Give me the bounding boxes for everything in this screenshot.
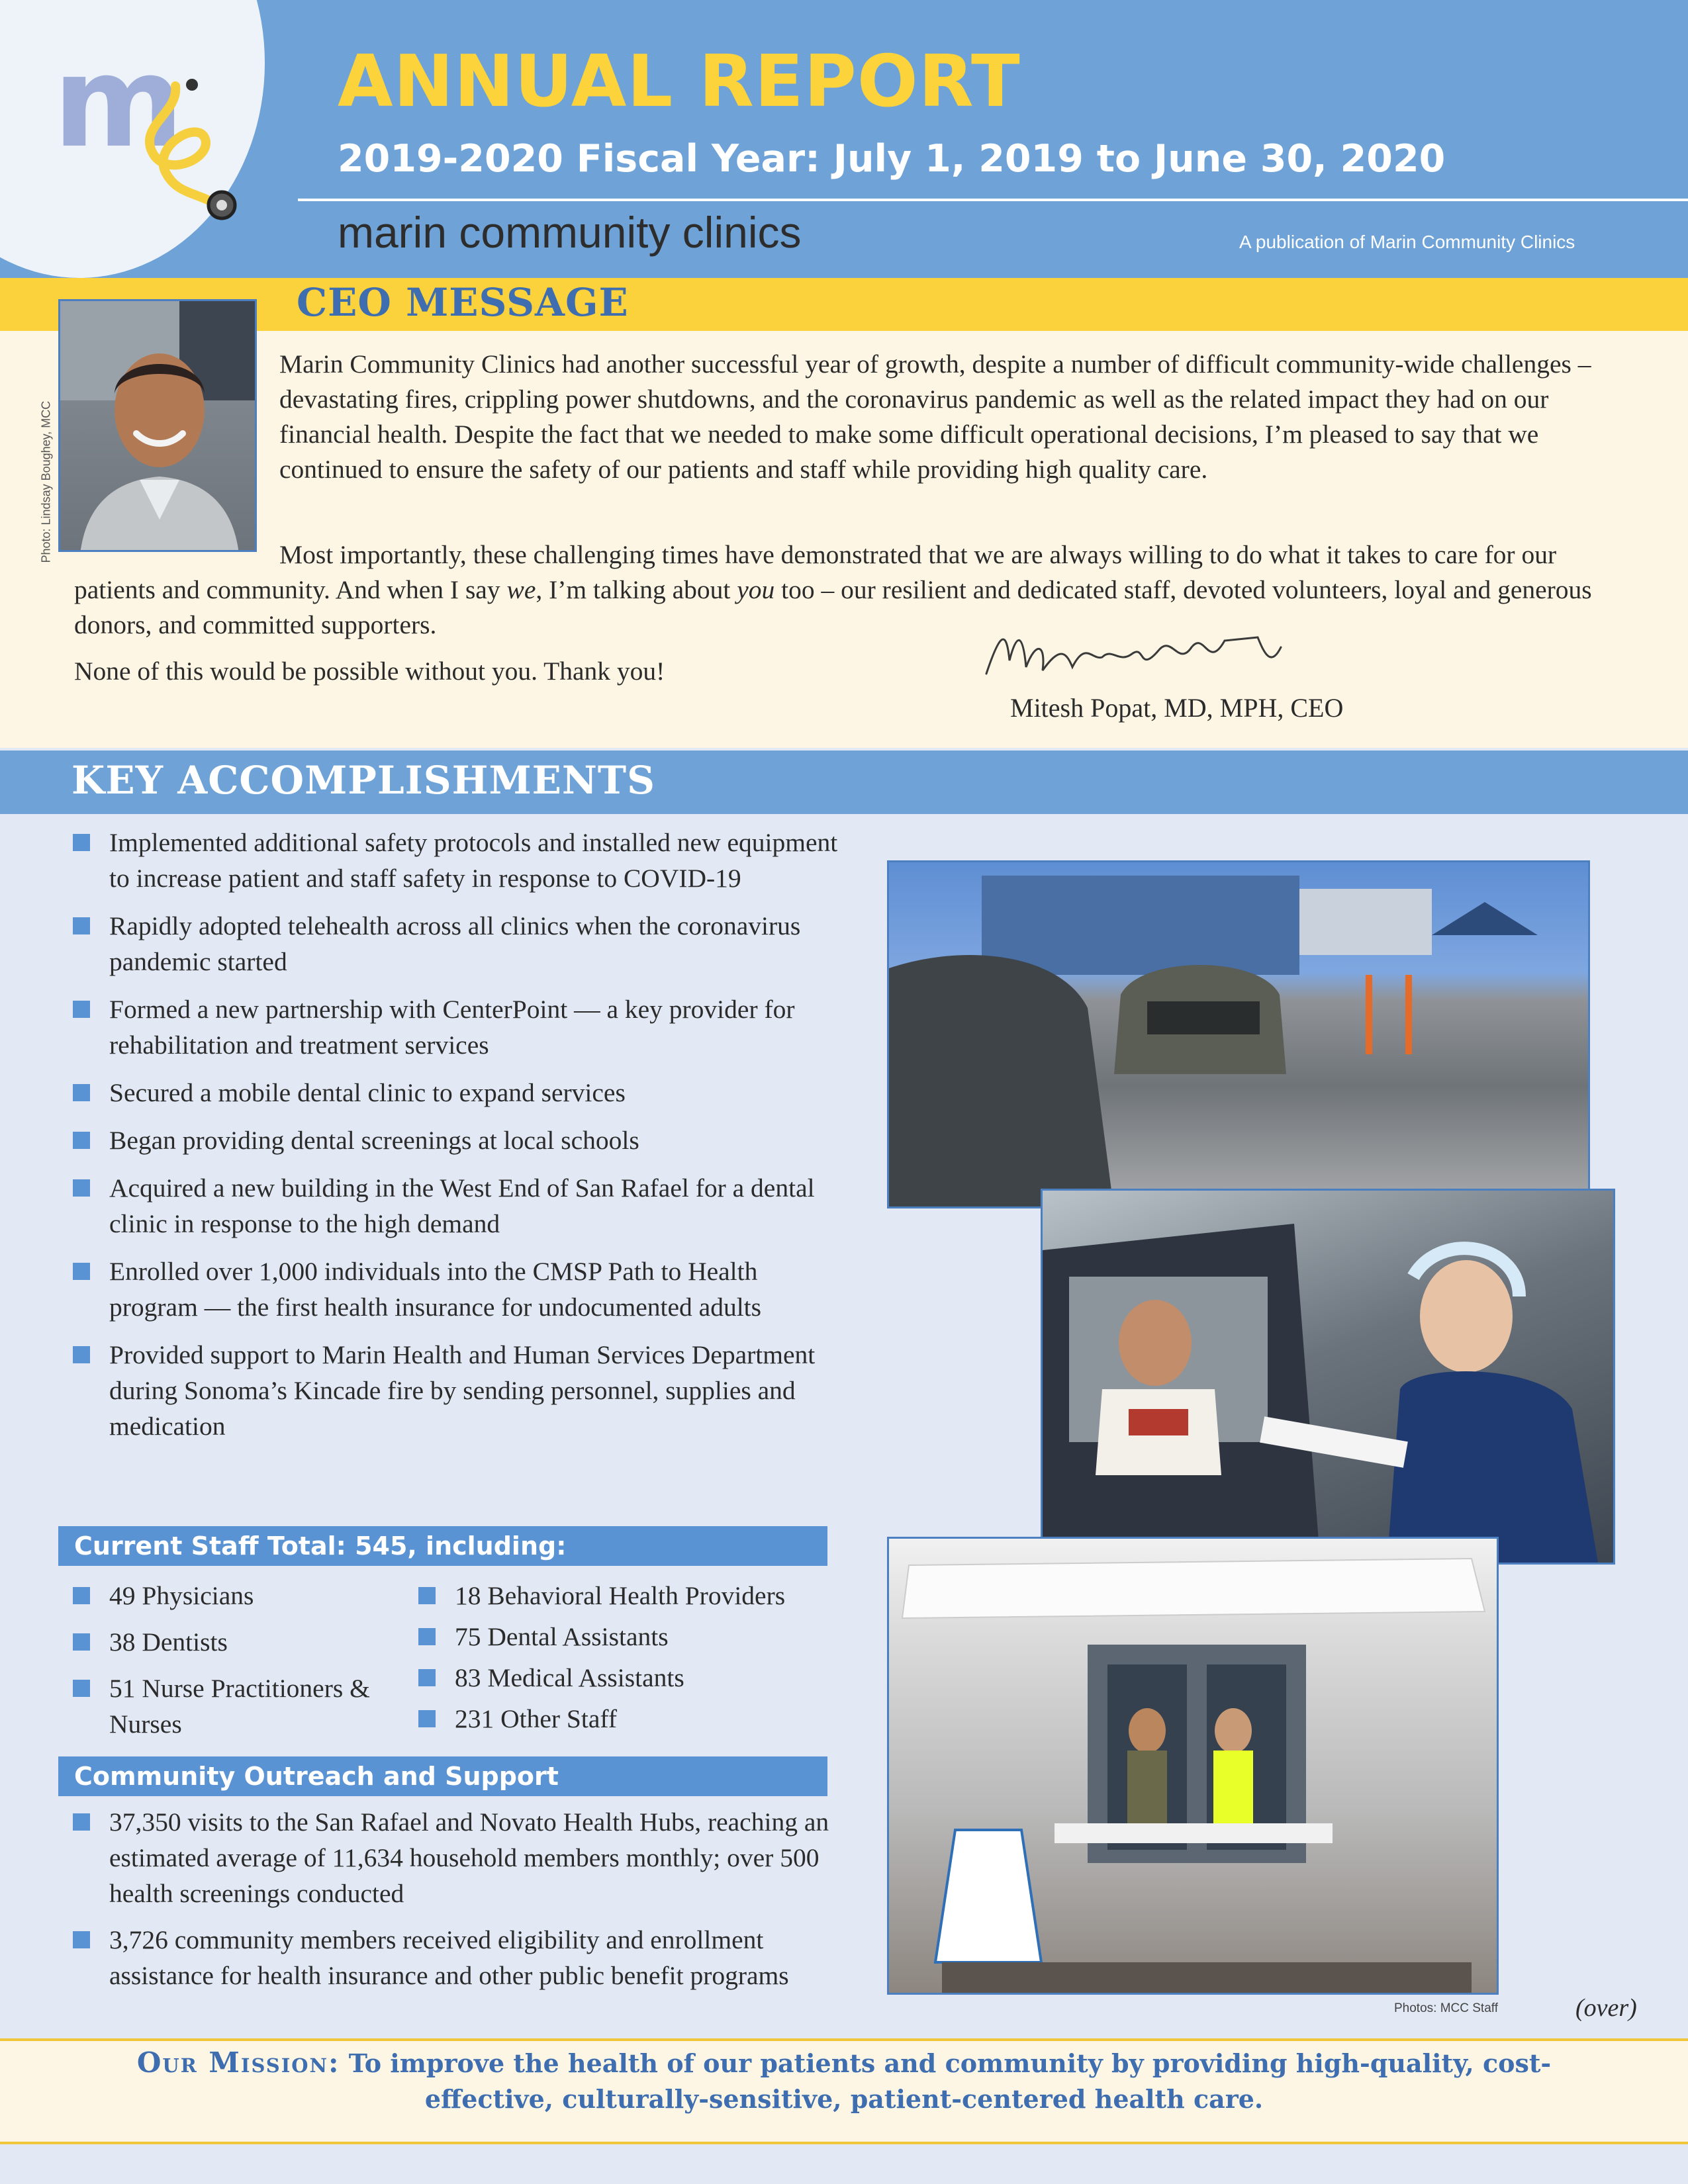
ceo-heading: CEO MESSAGE — [297, 280, 629, 325]
drive-through-site-photo — [887, 860, 1590, 1208]
list-item-text: 37,350 visits to the San Rafael and Novato Health Hubs, reaching an estimated average of 11,634 household members monthly; over 500 health screenings conducted — [109, 1807, 829, 1908]
list-item — [418, 1701, 842, 1737]
cars-in-line-icon — [889, 862, 1590, 1208]
list-item — [73, 1122, 841, 1158]
list-item-text: 83 Medical Assistants — [455, 1663, 684, 1692]
mission-text: To improve the health of our patients and community by providing high-quality, cost-effective, culturally-sensitive, patient-centered health care. — [348, 2048, 1552, 2114]
list-item — [73, 1578, 417, 1614]
list-item — [73, 1075, 841, 1111]
list-item-text: Secured a mobile dental clinic to expand services — [109, 1078, 626, 1107]
ceo-photo — [58, 299, 257, 552]
bullet-square-icon — [73, 1132, 90, 1149]
ceo-paragraph-3: None of this would be possible without you. Thank you! — [74, 657, 665, 686]
bullet-square-icon — [418, 1669, 436, 1686]
bullet-square-icon — [73, 1179, 90, 1197]
list-item — [73, 908, 841, 979]
bullet-square-icon — [73, 1263, 90, 1280]
list-item-text: 231 Other Staff — [455, 1704, 618, 1733]
list-item-text: 75 Dental Assistants — [455, 1622, 669, 1651]
accomplishments-heading: KEY ACCOMPLISHMENTS — [71, 758, 655, 803]
nurse-with-clipboard-icon — [1043, 1191, 1615, 1565]
health-hub-tent-photo — [887, 1537, 1499, 1995]
bullet-square-icon — [418, 1710, 436, 1727]
bullet-square-icon — [73, 1001, 90, 1018]
staff-list-left — [73, 1578, 417, 1752]
header-divider — [298, 199, 1688, 201]
logo-letter: m — [53, 29, 177, 175]
photos-credit: Photos: MCC Staff — [1394, 2001, 1498, 2015]
ceo-signature-icon — [980, 621, 1291, 694]
mission-statement — [116, 2045, 1572, 2117]
bullet-square-icon — [73, 1587, 90, 1604]
list-item — [418, 1660, 842, 1696]
list-item — [418, 1578, 842, 1614]
bullet-square-icon — [73, 1813, 90, 1831]
stethoscope-icon — [113, 73, 271, 225]
ceo-paragraph-2 — [74, 537, 1623, 643]
ceo-signer-name: Mitesh Popat, MD, MPH, CEO — [1010, 693, 1344, 723]
list-item — [418, 1619, 842, 1655]
accomplishments-list — [73, 825, 841, 1456]
emphasis-we: we — [506, 575, 536, 604]
list-item-text: 49 Physicians — [109, 1581, 254, 1610]
outreach-list — [73, 1804, 841, 2004]
list-item — [73, 1624, 417, 1660]
nurse-testing-driver-photo — [1041, 1189, 1615, 1565]
bullet-square-icon — [73, 1084, 90, 1101]
outreach-heading-bar — [58, 1756, 827, 1796]
list-item-text: Enrolled over 1,000 individuals into the CMSP Path to Health program — the first health insurance for undocumented adults — [109, 1257, 762, 1322]
staff-list-right — [418, 1578, 842, 1742]
tent-table-icon — [889, 1539, 1499, 1995]
list-item — [73, 1804, 841, 1911]
bullet-square-icon — [73, 1680, 90, 1697]
mission-label: Our Mission: — [136, 2046, 340, 2079]
list-item-text: 3,726 community members received eligibility and enrollment assistance for health insurance and other public benefit programs — [109, 1925, 789, 1990]
list-item-text: Provided support to Marin Health and Human Services Department during Sonoma’s Kincade fire by sending personnel, supplies and medication — [109, 1340, 816, 1441]
fiscal-year-subtitle: 2019-2020 Fiscal Year: July 1, 2019 to June 30, 2020 — [338, 137, 1446, 181]
bullet-square-icon — [73, 917, 90, 934]
ceo-paragraph-1: Marin Community Clinics had another successful year of growth, despite a number of difficult community-wide challenges – devastating fires, crippling power shutdowns, and the coronavirus pandemic as well as the related impact they had on our financial health. Despite the fact that we needed to make some difficult operational decisions, I’m pleased to say that we continued to ensure the safety of our patients and staff while providing high quality care. — [279, 349, 1591, 484]
over-indicator: (over) — [1575, 1994, 1637, 2022]
list-item — [73, 1170, 841, 1242]
list-item — [73, 1253, 841, 1325]
organization-name: marin community clinics — [338, 208, 802, 257]
bullet-square-icon — [73, 834, 90, 851]
list-item-text: 18 Behavioral Health Providers — [455, 1581, 786, 1610]
list-item-text: 38 Dentists — [109, 1627, 228, 1657]
list-item — [73, 825, 841, 896]
staff-heading: Current Staff Total: 545, including: — [74, 1531, 567, 1561]
staff-heading-bar — [58, 1526, 827, 1566]
list-item-text: Formed a new partnership with CenterPoint — a key provider for rehabilitation and treatment services — [109, 995, 795, 1060]
list-item-text: Acquired a new building in the West End of San Rafael for a dental clinic in response to the high demand — [109, 1173, 815, 1238]
bullet-square-icon — [73, 1931, 90, 1948]
ceo-paragraph-2-part: Most importantly, these challenging times have demonstrated that we are always willing to do what it takes to care for our patients and community. And when I say — [74, 540, 1557, 604]
report-title: ANNUAL REPORT — [338, 40, 1021, 123]
bullet-square-icon — [73, 1346, 90, 1363]
list-item-text: Implemented additional safety protocols and installed new equipment to increase patient and staff safety in response to COVID-19 — [109, 828, 838, 893]
list-item-text: 51 Nurse Practitioners & Nurses — [109, 1674, 370, 1739]
bullet-square-icon — [73, 1633, 90, 1651]
list-item-text: Rapidly adopted telehealth across all clinics when the coronavirus pandemic started — [109, 911, 801, 976]
emphasis-you: you — [737, 575, 775, 604]
list-item — [73, 1922, 841, 1993]
list-item — [73, 1670, 417, 1742]
ceo-paragraph-2-part: , I’m talking about — [536, 575, 737, 604]
bullet-square-icon — [418, 1587, 436, 1604]
list-item-text: Began providing dental screenings at local schools — [109, 1126, 639, 1155]
list-item — [73, 991, 841, 1063]
list-item — [73, 1337, 841, 1444]
ceo-portrait-icon — [60, 301, 257, 552]
ceo-paragraph-2-part: too – our resilient and dedicated staff, devoted volunteers, loyal and generous donors, and committed supporters. — [74, 575, 1592, 639]
ceo-photo-credit: Photo: Lindsay Boughey, MCC — [39, 400, 53, 563]
outreach-heading: Community Outreach and Support — [74, 1762, 559, 1791]
publication-note: A publication of Marin Community Clinics — [1239, 232, 1575, 252]
bullet-square-icon — [418, 1628, 436, 1645]
